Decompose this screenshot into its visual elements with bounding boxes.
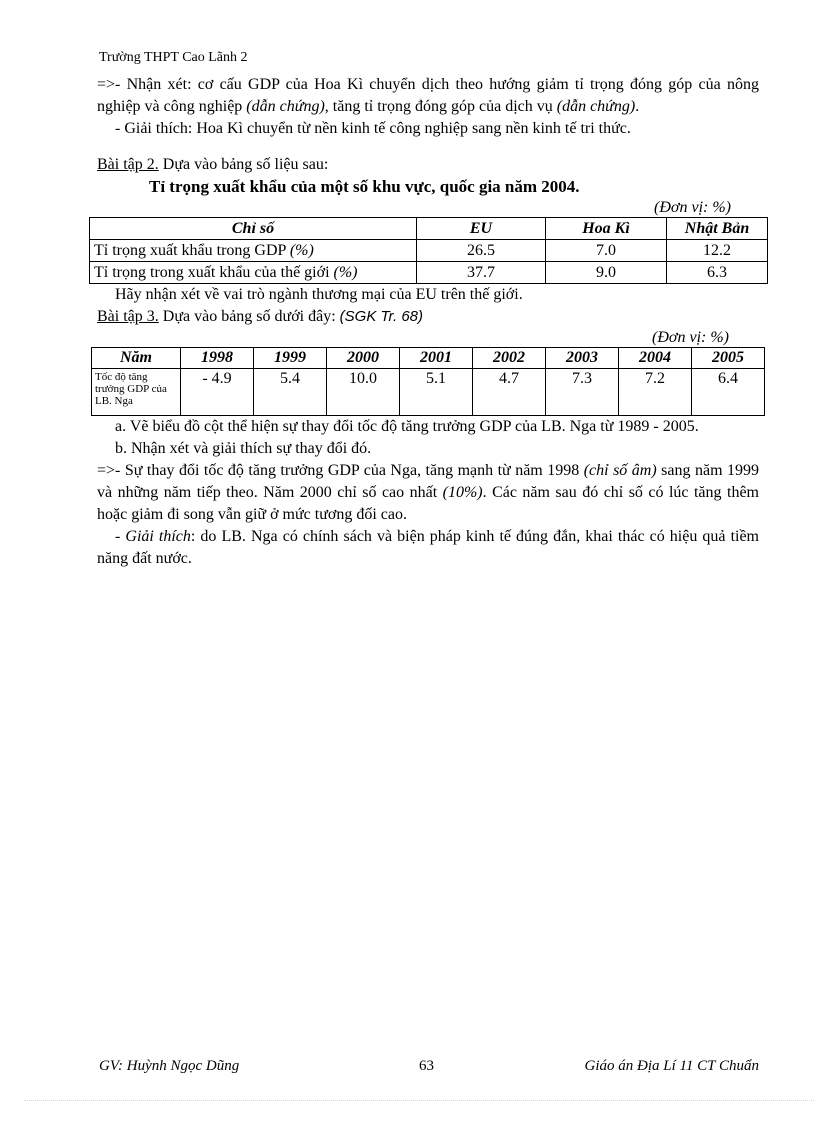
column-header: 2004 [619,348,692,369]
table-cell: 5.4 [254,369,327,416]
exercise-3-unit: (Đơn vị: %) [652,329,729,346]
row-label: Tỉ trọng trong xuất khẩu của thế giới (%) [90,262,417,284]
exercise-3-task-a: a. Vẽ biểu đồ cột thể hiện sự thay đổi tốc độ tăng trưởng GDP của LB. Nga từ 1989 - 2005. [115,418,699,435]
column-header: Chỉ số [90,218,417,240]
russia-gdp-explanation: - Giải thích: do LB. Nga có chính sách và biện pháp kinh tế đúng đắn, khai thác có hiệu quả tiềm năng đất nước. [97,528,760,567]
table-cell: 7.0 [546,240,667,262]
table-cell: 6.4 [692,369,765,416]
column-header: 2001 [400,348,473,369]
bottom-divider [24,1100,814,1101]
table-row [90,262,768,284]
exercise-3-label: Bài tập 3. [97,308,159,325]
footer-teacher: GV: Huỳnh Ngọc Dũng [99,1058,240,1074]
table-cell: 4.7 [473,369,546,416]
column-header: 2000 [327,348,400,369]
column-header: Hoa Kì [546,218,667,240]
column-header: 2002 [473,348,546,369]
column-header: EU [417,218,546,240]
column-header: 2005 [692,348,765,369]
export-share-table [89,217,768,284]
column-header: 2003 [546,348,619,369]
column-header: 1998 [181,348,254,369]
page-header: Trường THPT Cao Lãnh 2 [99,50,248,65]
footer-document-title: Giáo án Địa Lí 11 CT Chuẩn [584,1058,759,1074]
column-header: Nhật Bản [667,218,768,240]
table-cell: 7.2 [619,369,692,416]
footer-page-number: 63 [419,1058,434,1074]
row-label: Tỉ trọng xuất khẩu trong GDP (%) [90,240,417,262]
column-header: 1999 [254,348,327,369]
table-cell: 10.0 [327,369,400,416]
exercise-2-label: Bài tập 2. [97,156,159,173]
table-cell: 5.1 [400,369,473,416]
table-header-row [92,348,765,369]
exercise-3-heading: Bài tập 3. Dựa vào bảng số dưới đây: (SGK Tr. 68) [97,308,423,325]
table-cell: - 4.9 [181,369,254,416]
exercise-2-unit: (Đơn vị: %) [654,199,731,216]
table-header-row [90,218,768,240]
table-row [92,369,765,416]
table-cell: 6.3 [667,262,768,284]
exercise-3-task-b: b. Nhận xét và giải thích sự thay đổi đó. [115,440,372,457]
exercise-2-question: Hãy nhận xét về vai trò ngành thương mại của EU trên thế giới. [115,286,523,303]
us-gdp-remark: =>- Nhận xét: cơ cấu GDP của Hoa Kì chuyển dịch theo hướng giảm tỉ trọng đóng góp của nông nghiệp và công nghiệp (dẫn chứng), tăng tỉ trọng đóng góp của dịch vụ (dẫn chứng). [97,76,759,115]
table-cell: 26.5 [417,240,546,262]
table-cell: 37.7 [417,262,546,284]
table-cell: 9.0 [546,262,667,284]
column-header: Năm [92,348,181,369]
exercise-2-table-title: Tỉ trọng xuất khẩu của một số khu vực, quốc gia năm 2004. [149,177,580,196]
russia-gdp-growth-table [91,347,765,416]
page-content [94,74,760,570]
russia-gdp-remark: =>- Sự thay đổi tốc độ tăng trưởng GDP của Nga, tăng mạnh từ năm 1998 (chỉ số âm) sang năm 1999 và những năm tiếp theo. Năm 2000 chỉ số cao nhất (10%). Các năm sau đó chỉ số có lúc tăng thêm hoặc giảm đi song vẫn giữ ở mức tương đối cao. [97,462,759,523]
table-cell: 7.3 [546,369,619,416]
table-row [90,240,768,262]
us-gdp-explanation: - Giải thích: Hoa Kì chuyển từ nền kinh tế công nghiệp sang nền kinh tế tri thức. [115,120,631,137]
row-label: Tốc độ tăng trưởng GDP của LB. Nga [92,369,181,416]
table-cell: 12.2 [667,240,768,262]
exercise-2-heading: Bài tập 2. Dựa vào bảng số liệu sau: [97,156,329,173]
